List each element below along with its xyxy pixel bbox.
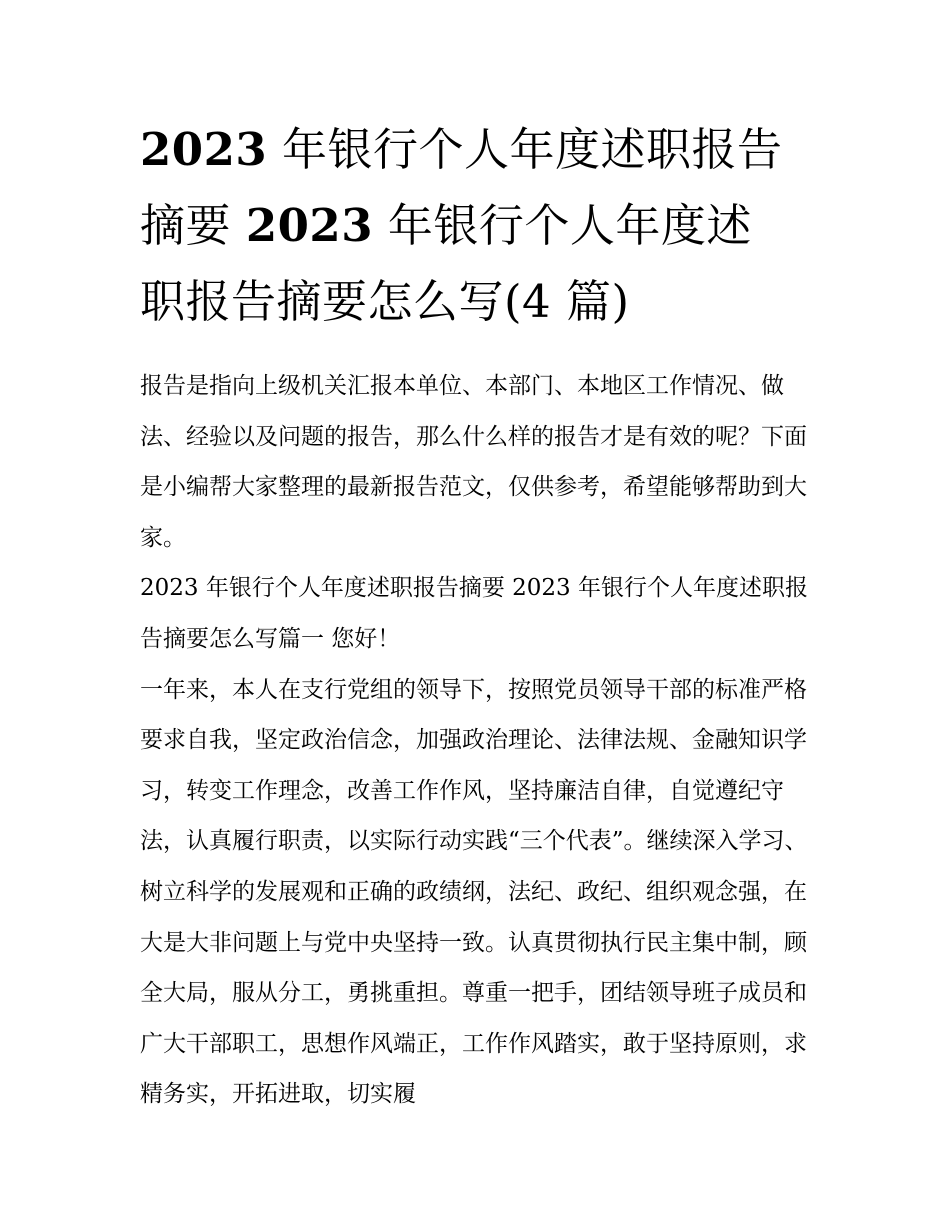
document-body [140, 361, 812, 1120]
paragraph-main: 一年来，本人在支行党组的领导下，按照党员领导干部的标准严格要求自我，坚定政治信念，加强政治理论、法律法规、金融知识学习，转变工作理念，改善工作作风，坚持廉洁自律，自觉遵纪守法，认真履行职责，以实际行动实践“三个代表”。继续深入学习、树立科学的发展观和正确的政绩纲，法纪、政纪、组织观念强，在大是大非问题上与党中央坚持一致。认真贯彻执行民主集中制，顾全大局，服从分工，勇挑重担。尊重一把手，团结领导班子成员和广大干部职工，思想作风端正，工作作风踏实，敢于坚持原则，求精务实，开拓进取，切实履 [140, 676, 808, 1108]
paragraph-heading: 2023 年银行个人年度述职报告摘要 2023 年银行个人年度述职报告摘要怎么写篇一 您好！ [140, 575, 808, 652]
title-line-3: 职报告摘要怎么写(4 篇) [140, 275, 630, 328]
paragraph-intro: 报告是指向上级机关汇报本单位、本部门、本地区工作情况、做法、经验以及问题的报告，那么什么样的报告才是有效的呢？下面是小编帮大家整理的最新报告范文，仅供参考，希望能够帮助到大家。 [140, 373, 807, 551]
title-line-1: 2023 年银行个人年度述职报告 [140, 123, 783, 176]
document-content [140, 112, 812, 1120]
title-line-2: 摘要 2023 年银行个人年度述 [140, 199, 752, 252]
document-title [140, 112, 812, 340]
